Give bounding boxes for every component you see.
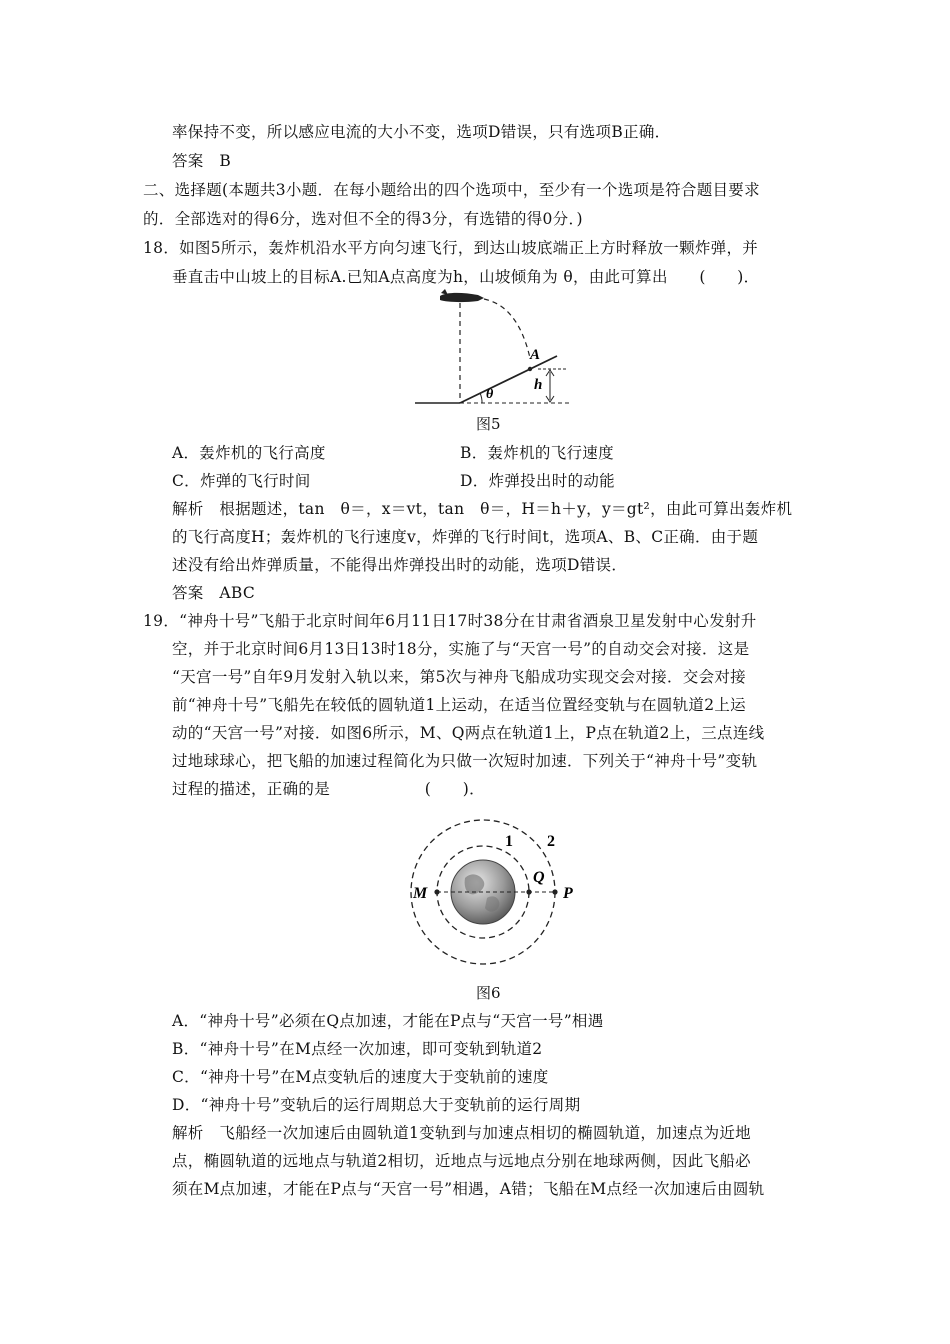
section-heading: 二、选择题(本题共3小题．在每小题给出的四个选项中，至少有一个选项是符合题目要求 [143, 181, 760, 199]
label-orbit-2: 2 [547, 833, 555, 850]
label-m: M [413, 885, 428, 902]
label-angle-theta: θ [486, 387, 494, 402]
label-q: Q [533, 869, 545, 886]
label-p: P [563, 885, 573, 902]
figure-6-orbits [403, 812, 593, 972]
q19-stem-line6: 过地球球心，把飞船的加速过程简化为只做一次短时加速．下列关于“神舟十号”变轨 [172, 752, 758, 770]
q18-analysis-line2: 的飞行高度H；轰炸机的飞行速度v，炸弹的飞行时间t，选项A、B、C正确．由于题 [172, 528, 759, 546]
q19-stem-line5: 动的“天宫一号”对接．如图6所示，M、Q两点在轨道1上，P点在轨道2上，三点连线 [172, 724, 765, 742]
q18-stem-line1: 18．如图5所示，轰炸机沿水平方向匀速飞行，到达山坡底端正上方时释放一颗炸弹，并 [143, 239, 759, 257]
q19-stem-line3: “天宫一号”自年9月发射入轨以来，第5次与神舟飞船成功实现交会对接．交会对接 [172, 668, 746, 686]
bomber-icon [440, 289, 484, 302]
point-p [552, 889, 557, 894]
point-m [434, 889, 439, 894]
q18-option-c: C．炸弹的飞行时间 [172, 472, 311, 490]
q18-analysis-line3: 述没有给出炸弹质量，不能得出炸弹投出时的动能，选项D错误． [172, 556, 628, 574]
label-height-h: h [534, 377, 543, 393]
label-point-a: A [530, 347, 541, 363]
q19-analysis-line1: 解析 飞船经一次加速后由圆轨道1变轨到与加速点相切的椭圆轨道，加速点为近地 [172, 1124, 751, 1142]
q19-stem-line7: 过程的描述，正确的是 ( )． [172, 780, 485, 798]
answer-prev: 答案 B [172, 152, 232, 170]
q19-option-c: C．“神舟十号”在M点变轨后的速度大于变轨前的速度 [172, 1068, 549, 1086]
q18-analysis-line1: 解析 根据题述，tan θ＝，x＝vt，tan θ＝，H＝h＋y，y＝gt²，由此可算出轰炸机 [172, 500, 793, 518]
point-q [526, 889, 531, 894]
continuation-text: 率保持不变，所以感应电流的大小不变，选项D错误，只有选项B正确． [172, 123, 671, 141]
q19-option-d: D．“神舟十号”变轨后的运行周期总大于变轨前的运行周期 [172, 1096, 581, 1114]
q18-answer: 答案 ABC [172, 584, 256, 602]
figure-6-caption: 图6 [476, 984, 501, 1002]
q18-option-b: B．轰炸机的飞行速度 [460, 444, 614, 462]
label-orbit-1: 1 [505, 833, 513, 850]
q19-stem-line2: 空，并于北京时间6月13日13时18分，实施了与“天宫一号”的自动交会对接．这是 [172, 640, 750, 658]
q18-stem-line2: 垂直击中山坡上的目标A.已知A点高度为h，山坡倾角为 θ，由此可算出 ( )． [172, 268, 760, 286]
q18-option-a: A．轰炸机的飞行高度 [172, 444, 326, 462]
q19-option-b: B．“神舟十号”在M点经一次加速，即可变轨到轨道2 [172, 1040, 543, 1058]
q19-stem-line4: 前“神舟十号”飞船先在较低的圆轨道1上运动，在适当位置经变轨与在圆轨道2上运 [172, 696, 746, 714]
q19-stem-line1: 19．“神舟十号”飞船于北京时间年6月11日17时38分在甘肃省酒泉卫星发射中心发射升 [143, 612, 757, 630]
q19-analysis-line3: 须在M点加速，才能在P点与“天宫一号”相遇，A错；飞船在M点经一次加速后由圆轨 [172, 1180, 765, 1198]
section-heading-cont: 的．全部选对的得6分，选对但不全的得3分，有选错的得0分．) [143, 210, 583, 228]
figure-5-bomber-slope [410, 286, 580, 408]
q18-option-d: D．炸弹投出时的动能 [460, 472, 615, 490]
q19-option-a: A．“神舟十号”必须在Q点加速，才能在P点与“天宫一号”相遇 [172, 1012, 604, 1030]
figure-5-caption: 图5 [476, 415, 501, 433]
q19-analysis-line2: 点，椭圆轨道的远地点与轨道2相切，近地点与远地点分别在地球两侧，因此飞船必 [172, 1152, 751, 1170]
